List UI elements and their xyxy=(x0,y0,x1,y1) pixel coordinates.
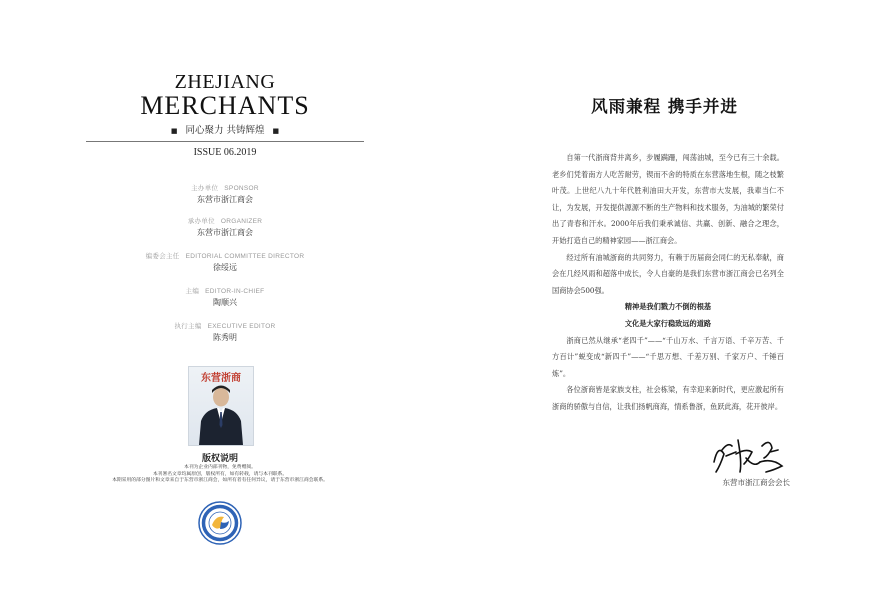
credit-role-en: ORGANIZER xyxy=(220,218,263,225)
credit-role-en: SPONSOR xyxy=(224,185,259,192)
article-paragraph: 浙商已然从继承“老四千”——“千山万水、千言万语、千辛万苦、千方百计”蜕变成“新四千”——“千思万想、千差万别、千家万户、千锤百炼”。 xyxy=(552,335,784,378)
credit-role-en: EXECUTIVE EDITOR xyxy=(207,323,276,330)
cover-title: 东营浙商 xyxy=(201,373,241,384)
article-motto: 精神是我们戮力不倒的根基 xyxy=(624,302,712,312)
credit-role-cn: 执行主编 xyxy=(174,322,202,330)
square-bullet-icon: ■ xyxy=(170,127,178,135)
credit-sponsor xyxy=(0,183,450,206)
copyright-heading: 版权说明 xyxy=(201,454,238,464)
credit-organizer xyxy=(0,216,450,239)
copyright-line: 本刊署名文章均属原创，版权所有，如有转载，请与本刊联系。 xyxy=(152,471,288,477)
copyright-line: 本期采用的部分图片和文章来自于东营市浙江商会，如所有者有任何异议，请于东营市浙江商会联系。 xyxy=(112,478,328,484)
article-paragraph: 自第一代浙商背井离乡，步履蹒跚，闯荡油城，至今已有三十余载。老乡们凭着南方人吃苦耐劳，锲而不舍的特质在东营落地生根，随之枝繁叶茂。上世纪八九十年代胜利油田大开发，东营市大发展，我辈当仁不让，为发展，开发提供源源不断的生产物料和技术服务，为油城的繁荣付出了青春和汗水。2000年后我们秉承诚信、共赢、创新、融合之理念，开始打造自己的精神家园——浙江商会。 xyxy=(552,153,784,245)
credit-name: 陶顺兴 xyxy=(213,298,237,307)
article-body xyxy=(552,150,784,416)
credit-name: 陈秀明 xyxy=(213,333,237,342)
masthead-slogan xyxy=(0,122,450,136)
credit-role-en: EDITORIAL COMMITTEE DIRECTOR xyxy=(185,253,305,260)
slogan-text: 同心聚力 共铸辉煌 xyxy=(185,125,265,136)
cover-portrait-icon xyxy=(195,381,247,445)
magazine-cover-image xyxy=(188,366,254,446)
credit-role-cn: 主办单位 xyxy=(191,184,219,192)
chamber-logo-icon xyxy=(198,501,242,545)
masthead-merchants: MERCHANTS xyxy=(140,91,310,120)
credit-role-cn: 承办单位 xyxy=(187,217,215,225)
credit-role-cn: 主编 xyxy=(185,287,200,295)
credit-committee-director xyxy=(0,251,450,274)
copyright-line: 本刊为企业内部刊物，免费赠阅。 xyxy=(184,465,256,470)
signature-caption: 东营市浙江商会会长 xyxy=(722,478,790,487)
article-paragraph: 经过所有油城浙商的共同努力，有赖于历届商会同仁的无私奉献，商会在几经风雨和超落中成长，令人自豪的是我们东营市浙江商会已名列全国商协会500强。 xyxy=(552,252,784,295)
copyright-notice xyxy=(60,465,380,485)
square-bullet-icon: ■ xyxy=(272,127,280,135)
article-title: 风雨兼程 携手并进 xyxy=(591,97,738,116)
credit-name: 东营市浙江商会 xyxy=(197,195,253,204)
masthead-divider xyxy=(86,141,364,142)
handwritten-signature xyxy=(708,432,788,476)
article-motto: 文化是大家行稳致远的道路 xyxy=(624,318,712,328)
credit-role-en: EDITOR-IN-CHIEF xyxy=(205,288,265,295)
credit-name: 东营市浙江商会 xyxy=(197,228,253,237)
credit-executive-editor xyxy=(0,321,450,344)
article-paragraph: 各位浙商皆是家族支柱，社会栋梁，有幸迎来新时代，更应激起所有浙商的骄傲与自信，让我们扬帆商海，情系鲁浙，鱼跃此海，花开彼岸。 xyxy=(552,385,784,411)
credit-editor-in-chief xyxy=(0,286,450,309)
issue-number: ISSUE 06.2019 xyxy=(193,147,257,158)
credit-name: 徐绥远 xyxy=(213,263,237,272)
credit-role-cn: 编委会主任 xyxy=(145,252,180,260)
masthead-zhejiang: ZHEJIANG xyxy=(174,71,276,93)
